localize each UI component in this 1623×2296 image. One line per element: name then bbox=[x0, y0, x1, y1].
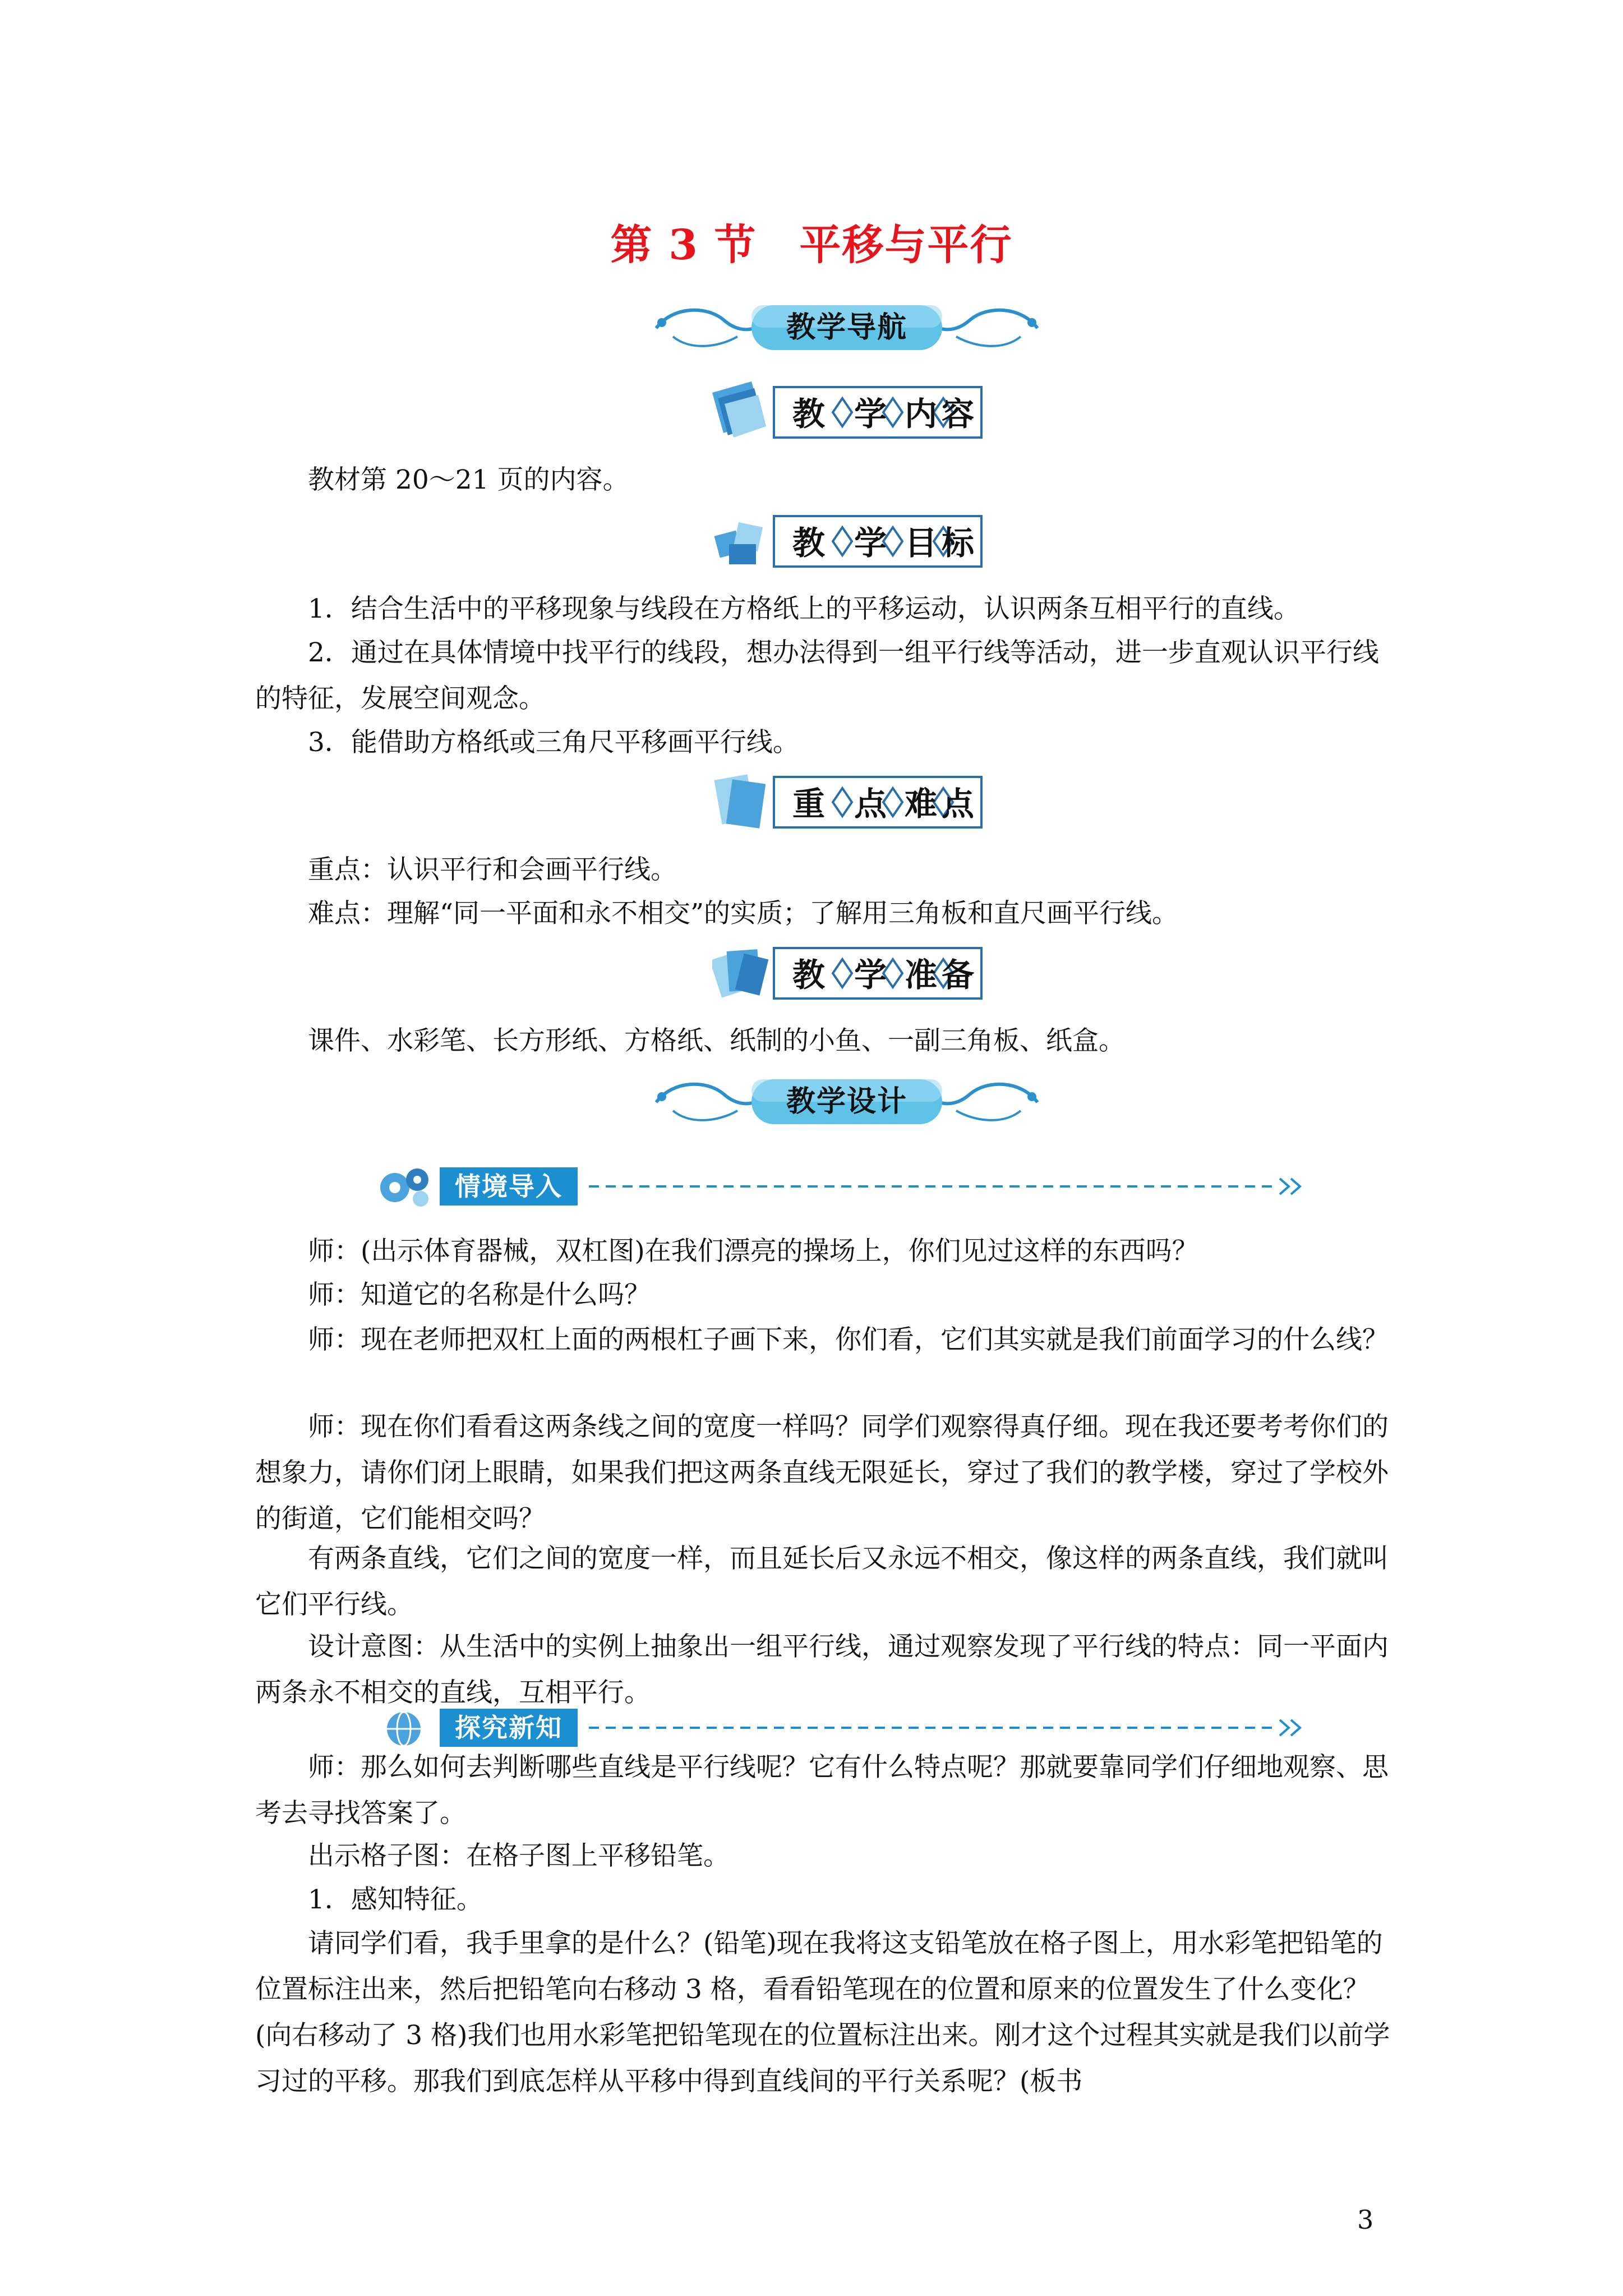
explore-paragraph: 出示格子图：在格子图上平移铅笔。 bbox=[308, 1841, 730, 1871]
intro-paragraph: 师：现在老师把双杠上面的两根杠子画下来，你们看，它们其实就是我们前面学习的什么线？ bbox=[308, 1324, 1389, 1355]
subhead-char: 容 bbox=[941, 395, 974, 433]
subhead-char: 教 bbox=[792, 395, 825, 433]
subhead-char: 学 bbox=[854, 524, 887, 562]
stage-label: 情境导入 bbox=[455, 1171, 562, 1202]
stage-intro bbox=[376, 1164, 1318, 1209]
intro-paragraph: 设计意图：从生活中的实例上抽象出一组平行线，通过观察发现了平行线的特点：同一平面内两条永不相交的直线，互相平行。 bbox=[255, 1631, 1389, 1708]
goal-item: 3．能借助方格纸或三角尺平移画平行线。 bbox=[308, 727, 799, 758]
subhead-char: 内 bbox=[904, 395, 937, 433]
subhead-char: 难 bbox=[904, 785, 937, 823]
subhead-char: 学 bbox=[854, 395, 887, 433]
subhead-key-points bbox=[712, 771, 993, 833]
subhead-char: 标 bbox=[941, 524, 974, 562]
intro-paragraph: 师：(出示体育器械，双杠图)在我们漂亮的操场上，你们见过这样的东西吗？ bbox=[308, 1236, 1198, 1267]
subhead-char: 学 bbox=[854, 956, 887, 994]
banner-label: 教学设计 bbox=[786, 1085, 907, 1119]
subhead-char: 目 bbox=[904, 524, 937, 562]
explore-paragraph: 1．感知特征。 bbox=[308, 1884, 483, 1915]
page-number: 3 bbox=[1357, 2205, 1374, 2235]
subhead-char: 备 bbox=[941, 956, 974, 994]
subhead-teaching-goals bbox=[712, 510, 993, 572]
banner-teaching-nav bbox=[639, 297, 1054, 359]
intro-paragraph: 师：知道它的名称是什么吗？ bbox=[308, 1280, 651, 1310]
banner-teaching-design bbox=[639, 1071, 1054, 1133]
key-point-text: 重点：认识平行和会画平行线。 bbox=[308, 854, 677, 885]
subhead-char: 教 bbox=[792, 956, 825, 994]
goal-item: 2．通过在具体情境中找平行的线段，想办法得到一组平行线等活动，进一步直观认识平行线的特征，发展空间观念。 bbox=[255, 637, 1379, 714]
subhead-teaching-prep bbox=[712, 942, 993, 1004]
explore-paragraph: 师：那么如何去判断哪些直线是平行线呢？它有什么特点呢？那就要靠同学们仔细地观察、思考去寻找答案了。 bbox=[255, 1752, 1389, 1829]
goal-item: 1．结合生活中的平移现象与线段在方格纸上的平移运动，认识两条互相平行的直线。 bbox=[308, 593, 1300, 624]
banner-label: 教学导航 bbox=[786, 311, 907, 344]
page-title: 第 3 节 平移与平行 bbox=[610, 221, 1013, 269]
prep-text: 课件、水彩笔、长方形纸、方格纸、纸制的小鱼、一副三角板、纸盒。 bbox=[308, 1025, 1125, 1056]
subhead-char: 点 bbox=[941, 785, 974, 823]
explore-paragraph: 请同学们看，我手里拿的是什么？(铅笔)现在我将这支铅笔放在格子图上，用水彩笔把铅笔的位置标注出来，然后把铅笔向右移动 3 格，看看铅笔现在的位置和原来的位置发生了什么变化？(向右移动了 3 格)我们也用水彩笔把铅笔现在的位置标注出来。刚才这个过程其实就是我们以前学习过的平移。那我们到底怎样从平移中得到直线间的平行关系呢？(板书 bbox=[255, 1928, 1390, 2097]
subhead-char: 准 bbox=[904, 956, 937, 994]
intro-paragraph: 师：现在你们看看这两条线之间的宽度一样吗？同学们观察得真仔细。现在我还要考考你们的想象力，请你们闭上眼睛，如果我们把这两条直线无限延长，穿过了我们的教学楼，穿过了学校外的街道，它们能相交吗？ bbox=[255, 1411, 1389, 1534]
intro-paragraph: 有两条直线，它们之间的宽度一样，而且延长后又永远不相交，像这样的两条直线，我们就叫它们平行线。 bbox=[255, 1543, 1389, 1620]
subhead-char: 重 bbox=[792, 785, 825, 823]
stage-label: 探究新知 bbox=[455, 1713, 562, 1743]
difficult-point-text: 难点：理解“同一平面和永不相交”的实质；了解用三角板和直尺画平行线。 bbox=[308, 898, 1179, 929]
subhead-char: 点 bbox=[854, 785, 887, 823]
subhead-teaching-content bbox=[712, 381, 993, 443]
stage-explore bbox=[376, 1705, 1318, 1750]
subhead-char: 教 bbox=[792, 524, 825, 562]
content-text: 教材第 20～21 页的内容。 bbox=[308, 464, 629, 495]
